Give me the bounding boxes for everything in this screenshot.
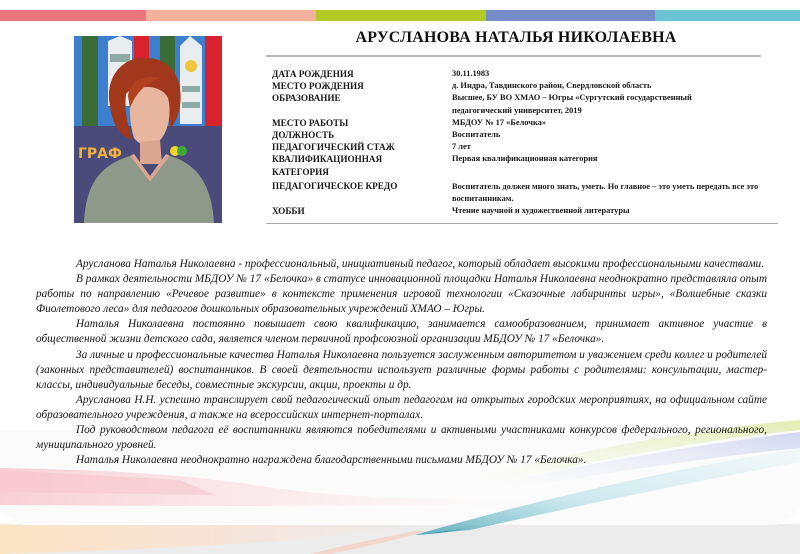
info-value: Первая квалификационная категория xyxy=(452,154,598,164)
info-value: 30.11.1983 xyxy=(452,69,490,78)
bio-paragraph: Наталья Николаевна постоянно повышает свою квалификацию, занимается самообразованием, принимает активное участие в общественной жизни детского сада, является членом первичной профсоюзной организации МБДОУ № 17 «Белочка». xyxy=(36,318,767,346)
info-label: МЕСТО РОЖДЕНИЯ xyxy=(272,81,364,92)
strip-segment-red xyxy=(0,10,146,21)
info-value: Высшее, БУ ВО ХМАО – Югры «Сургутский государственный педагогический университет, 2019 xyxy=(452,93,692,115)
info-row-hobby xyxy=(272,205,772,217)
svg-text:ГРАФ: ГРАФ xyxy=(78,146,122,162)
personal-info-table xyxy=(272,68,772,217)
portrait-image xyxy=(74,36,222,223)
table-bottom-divider xyxy=(266,223,778,224)
info-row-credo xyxy=(272,180,772,205)
strip-segment-cyan xyxy=(655,10,800,21)
info-value: Воспитатель xyxy=(452,130,501,140)
info-row-birth-date xyxy=(272,68,772,80)
person-name-title: АРУСЛАНОВА НАТАЛЬЯ НИКОЛАЕВНА xyxy=(355,29,677,46)
bio-paragraph: Арусланова Н.Н. успешно транслирует свой педагогический опыт педагогам на открытых городских мероприятиях, на официальном сайте образовательного учреждения, а также на всероссийских интернет-порталах. xyxy=(36,393,767,421)
profile-photo xyxy=(74,36,222,223)
info-label: ПЕДАГОГИЧЕСКИЙ СТАЖ xyxy=(272,142,395,153)
info-label: ДОЛЖНОСТЬ xyxy=(272,130,335,141)
info-row-workplace xyxy=(272,117,772,129)
title-divider xyxy=(266,55,761,57)
info-value: д. Индра, Тавдинского район, Свердловской область xyxy=(452,81,652,91)
biography-text xyxy=(36,257,767,468)
info-label: ПЕДАГОГИЧЕСКОЕ КРЕДО xyxy=(272,180,398,191)
bio-paragraph: Арусланова Наталья Николаевна - профессиональный, инициативный педагог, который обладает высокими профессиональными качествами. xyxy=(76,258,765,270)
info-row-birth-place xyxy=(272,80,772,92)
bio-paragraph: В рамках деятельности МБДОУ № 17 «Белочка» в статусе инновационной площадки Наталья Николаевна неоднократно представляла опыт работы по направлению «Речевое развитие» в контексте применения игровой технологии «Сказочные лабиринты игры», «Волшебные сказки Фиолетового леса» для педагогов дошкольных образовательных учреждений ХМАО – Югры. xyxy=(36,273,767,316)
info-value: Чтение научной и художественной литературы xyxy=(452,206,630,216)
info-label: КВАЛИФИКАЦИОННАЯ КАТЕГОРИЯ xyxy=(272,154,383,177)
strip-segment-green xyxy=(316,10,486,21)
info-label: ХОББИ xyxy=(272,206,305,217)
strip-segment-peach xyxy=(146,10,316,21)
info-value: МБДОУ № 17 «Белочка» xyxy=(452,117,547,127)
top-color-strip xyxy=(0,10,800,21)
info-label: МЕСТО РАБОТЫ xyxy=(272,117,349,128)
info-row-position xyxy=(272,129,772,141)
info-row-qualification xyxy=(272,153,772,177)
bio-paragraph: За личные и профессиональные качества Наталья Николаевна пользуется заслуженным авторитетом и уважением среди коллег и родителей (законных представителей) воспитанников. В своей деятельности использует различные формы работы с родителями: консультации, мастер-классы, индивидуальные беседы, совместные экскурсии, акции, проекты и др. xyxy=(36,348,767,391)
strip-segment-blue xyxy=(486,10,655,21)
info-value: Воспитатель должен много знать, уметь. Но главное – это уметь передать все это воспитанникам. xyxy=(452,181,759,204)
info-label: ОБРАЗОВАНИЕ xyxy=(272,93,341,104)
info-value: 7 лет xyxy=(452,142,471,152)
info-row-experience xyxy=(272,141,772,153)
info-label: ДАТА РОЖДЕНИЯ xyxy=(272,69,354,79)
info-row-education xyxy=(272,92,772,116)
bio-paragraph: Наталья Николаевна неоднократно награждена благодарственными письмами МБДОУ № 17 «Белочка». xyxy=(76,454,587,467)
bio-paragraph: Под руководством педагога её воспитанники являются победителями и активными участниками конкурсов федерального, регионального, муниципального уровней. xyxy=(36,424,767,452)
